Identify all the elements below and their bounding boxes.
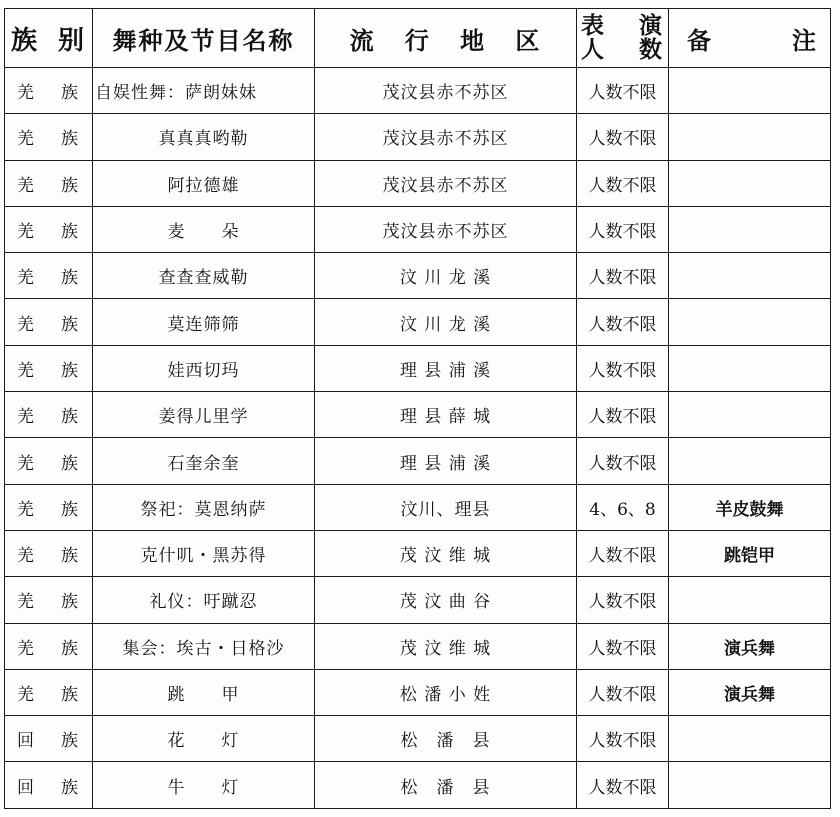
header-note-char-2: 注 bbox=[792, 25, 818, 55]
cell-ethnic-char: 族 bbox=[61, 592, 78, 613]
table-row bbox=[5, 530, 831, 576]
header-note bbox=[669, 9, 831, 68]
table-row bbox=[5, 484, 831, 530]
header-count-top-left: 表 bbox=[581, 12, 606, 39]
cell-ethnic-char: 族 bbox=[61, 499, 78, 520]
cell-ethnic-char: 羌 bbox=[17, 175, 34, 196]
cell-region: 茂 汶 曲 谷 bbox=[315, 577, 577, 623]
cell-dance-name: 莫连筛筛 bbox=[93, 299, 315, 345]
table-row bbox=[5, 623, 831, 669]
cell-note bbox=[669, 438, 831, 484]
cell-ethnic bbox=[5, 577, 93, 623]
table-row bbox=[5, 762, 831, 808]
cell-performer-count: 人数不限 bbox=[577, 577, 669, 623]
cell-performer-count: 人数不限 bbox=[577, 345, 669, 391]
cell-region: 茂汶县赤不苏区 bbox=[315, 114, 577, 160]
cell-note: 演兵舞 bbox=[669, 669, 831, 715]
header-region-char-4: 区 bbox=[515, 25, 542, 55]
cell-region: 松 潘 小 姓 bbox=[315, 669, 577, 715]
cell-ethnic bbox=[5, 68, 93, 114]
table-row bbox=[5, 299, 831, 345]
cell-note bbox=[669, 577, 831, 623]
cell-ethnic-char: 羌 bbox=[17, 685, 34, 705]
cell-ethnic-char: 族 bbox=[61, 83, 78, 104]
cell-ethnic-char: 族 bbox=[61, 453, 78, 474]
cell-ethnic-char: 族 bbox=[61, 407, 78, 428]
cell-performer-count: 人数不限 bbox=[577, 438, 669, 484]
cell-note bbox=[669, 392, 831, 438]
table-row bbox=[5, 68, 831, 114]
header-ethnic bbox=[5, 9, 93, 68]
cell-dance-name: 娃西切玛 bbox=[93, 345, 315, 391]
header-dance-name: 舞种及节目名称 bbox=[93, 9, 315, 68]
cell-ethnic-char: 羌 bbox=[17, 83, 34, 104]
header-ethnic-char-1: 族 bbox=[11, 25, 40, 56]
cell-performer-count: 人数不限 bbox=[577, 299, 669, 345]
cell-ethnic bbox=[5, 299, 93, 345]
cell-dance-name: 克什叽・黑苏得 bbox=[93, 530, 315, 576]
cell-note bbox=[669, 114, 831, 160]
header-note-char-1: 备 bbox=[687, 25, 713, 55]
cell-ethnic bbox=[5, 206, 93, 252]
table-row bbox=[5, 206, 831, 252]
header-count-bottom-right: 数 bbox=[639, 36, 664, 63]
cell-performer-count: 人数不限 bbox=[577, 253, 669, 299]
cell-performer-count: 人数不限 bbox=[577, 762, 669, 808]
cell-note bbox=[669, 299, 831, 345]
cell-note bbox=[669, 68, 831, 114]
cell-performer-count: 人数不限 bbox=[577, 669, 669, 715]
table-row bbox=[5, 716, 831, 762]
cell-dance-name: 礼仪：吁蹴忍 bbox=[93, 577, 315, 623]
cell-performer-count: 4、6、8 bbox=[577, 484, 669, 530]
cell-ethnic-char: 羌 bbox=[17, 314, 34, 335]
cell-ethnic-char: 族 bbox=[61, 268, 78, 289]
cell-dance-name: 查查查威勒 bbox=[93, 253, 315, 299]
cell-region: 茂汶县赤不苏区 bbox=[315, 68, 577, 114]
cell-region: 理 县 浦 溪 bbox=[315, 438, 577, 484]
table-row bbox=[5, 114, 831, 160]
table-body bbox=[5, 68, 831, 809]
cell-ethnic-char: 回 bbox=[17, 731, 34, 752]
cell-ethnic-char: 族 bbox=[61, 129, 78, 150]
cell-performer-count: 人数不限 bbox=[577, 716, 669, 762]
cell-region: 汶川、理县 bbox=[315, 484, 577, 530]
cell-ethnic-char: 羌 bbox=[17, 222, 34, 243]
header-count-top-right: 演 bbox=[639, 12, 664, 39]
table-row bbox=[5, 160, 831, 206]
cell-ethnic bbox=[5, 160, 93, 206]
header-count-bottom-left: 人 bbox=[581, 36, 606, 63]
cell-dance-name: 真真真哟勒 bbox=[93, 114, 315, 160]
cell-performer-count: 人数不限 bbox=[577, 114, 669, 160]
cell-region: 理 县 薛 城 bbox=[315, 392, 577, 438]
table-row bbox=[5, 345, 831, 391]
cell-region: 茂 汶 维 城 bbox=[315, 623, 577, 669]
dance-table bbox=[4, 8, 831, 809]
cell-ethnic bbox=[5, 114, 93, 160]
cell-note bbox=[669, 253, 831, 299]
cell-dance-name: 阿拉德雄 bbox=[93, 160, 315, 206]
cell-performer-count: 人数不限 bbox=[577, 68, 669, 114]
cell-ethnic-char: 羌 bbox=[17, 499, 34, 520]
cell-region: 茂汶县赤不苏区 bbox=[315, 206, 577, 252]
table-row bbox=[5, 253, 831, 299]
cell-ethnic bbox=[5, 530, 93, 576]
cell-performer-count: 人数不限 bbox=[577, 623, 669, 669]
cell-ethnic-char: 羌 bbox=[17, 592, 34, 613]
cell-dance-name: 跳 甲 bbox=[93, 669, 315, 715]
cell-ethnic bbox=[5, 392, 93, 438]
header-ethnic-char-2: 别 bbox=[57, 25, 86, 56]
cell-ethnic-char: 羌 bbox=[17, 638, 34, 659]
cell-region: 汶 川 龙 溪 bbox=[315, 299, 577, 345]
cell-note bbox=[669, 206, 831, 252]
cell-note: 羊皮鼓舞 bbox=[669, 484, 831, 530]
header-region-char-2: 行 bbox=[404, 25, 431, 55]
cell-ethnic bbox=[5, 345, 93, 391]
cell-ethnic bbox=[5, 438, 93, 484]
cell-dance-name: 石奎余奎 bbox=[93, 438, 315, 484]
cell-dance-name: 姜得儿里学 bbox=[93, 392, 315, 438]
cell-region: 松 潘 县 bbox=[315, 762, 577, 808]
cell-note bbox=[669, 716, 831, 762]
cell-ethnic bbox=[5, 253, 93, 299]
header-region bbox=[315, 9, 577, 68]
cell-ethnic-char: 羌 bbox=[17, 129, 34, 150]
cell-ethnic-char: 羌 bbox=[17, 546, 34, 567]
cell-dance-name: 祭祀：莫恩纳萨 bbox=[93, 484, 315, 530]
cell-note: 跳铠甲 bbox=[669, 530, 831, 576]
cell-ethnic-char: 羌 bbox=[17, 407, 34, 428]
cell-note bbox=[669, 160, 831, 206]
cell-region: 理 县 浦 溪 bbox=[315, 345, 577, 391]
cell-performer-count: 人数不限 bbox=[577, 392, 669, 438]
cell-region: 松 潘 县 bbox=[315, 716, 577, 762]
cell-dance-name: 集会：埃古・日格沙 bbox=[93, 623, 315, 669]
cell-ethnic-char: 族 bbox=[61, 777, 78, 798]
cell-ethnic-char: 族 bbox=[61, 222, 78, 243]
cell-ethnic-char: 羌 bbox=[17, 360, 34, 381]
cell-ethnic bbox=[5, 484, 93, 530]
cell-performer-count: 人数不限 bbox=[577, 206, 669, 252]
cell-note: 演兵舞 bbox=[669, 623, 831, 669]
cell-ethnic bbox=[5, 623, 93, 669]
cell-dance-name: 花 灯 bbox=[93, 716, 315, 762]
cell-ethnic bbox=[5, 716, 93, 762]
cell-ethnic-char: 族 bbox=[61, 685, 78, 705]
cell-note bbox=[669, 345, 831, 391]
header-region-char-3: 地 bbox=[460, 25, 487, 55]
table-row bbox=[5, 669, 831, 715]
cell-ethnic-char: 族 bbox=[61, 546, 78, 567]
header-performer-count bbox=[577, 9, 669, 68]
cell-ethnic-char: 族 bbox=[61, 175, 78, 196]
cell-ethnic-char: 族 bbox=[61, 638, 78, 659]
table-row bbox=[5, 438, 831, 484]
cell-ethnic-char: 羌 bbox=[17, 268, 34, 289]
cell-note bbox=[669, 762, 831, 808]
cell-region: 茂汶县赤不苏区 bbox=[315, 160, 577, 206]
cell-performer-count: 人数不限 bbox=[577, 160, 669, 206]
cell-ethnic-char: 羌 bbox=[17, 453, 34, 474]
cell-region: 汶 川 龙 溪 bbox=[315, 253, 577, 299]
table-row bbox=[5, 392, 831, 438]
cell-ethnic bbox=[5, 669, 93, 715]
cell-ethnic-char: 族 bbox=[61, 360, 78, 381]
cell-region: 茂 汶 维 城 bbox=[315, 530, 577, 576]
cell-ethnic bbox=[5, 762, 93, 808]
header-region-char-1: 流 bbox=[349, 25, 376, 55]
cell-performer-count: 人数不限 bbox=[577, 530, 669, 576]
header-row bbox=[5, 9, 831, 68]
cell-dance-name: 自娱性舞：萨朗妹妹 bbox=[93, 68, 315, 114]
cell-ethnic-char: 回 bbox=[17, 777, 34, 798]
cell-dance-name: 麦 朵 bbox=[93, 206, 315, 252]
cell-ethnic-char: 族 bbox=[61, 731, 78, 752]
cell-dance-name: 牛 灯 bbox=[93, 762, 315, 808]
cell-ethnic-char: 族 bbox=[61, 314, 78, 335]
table-row bbox=[5, 577, 831, 623]
